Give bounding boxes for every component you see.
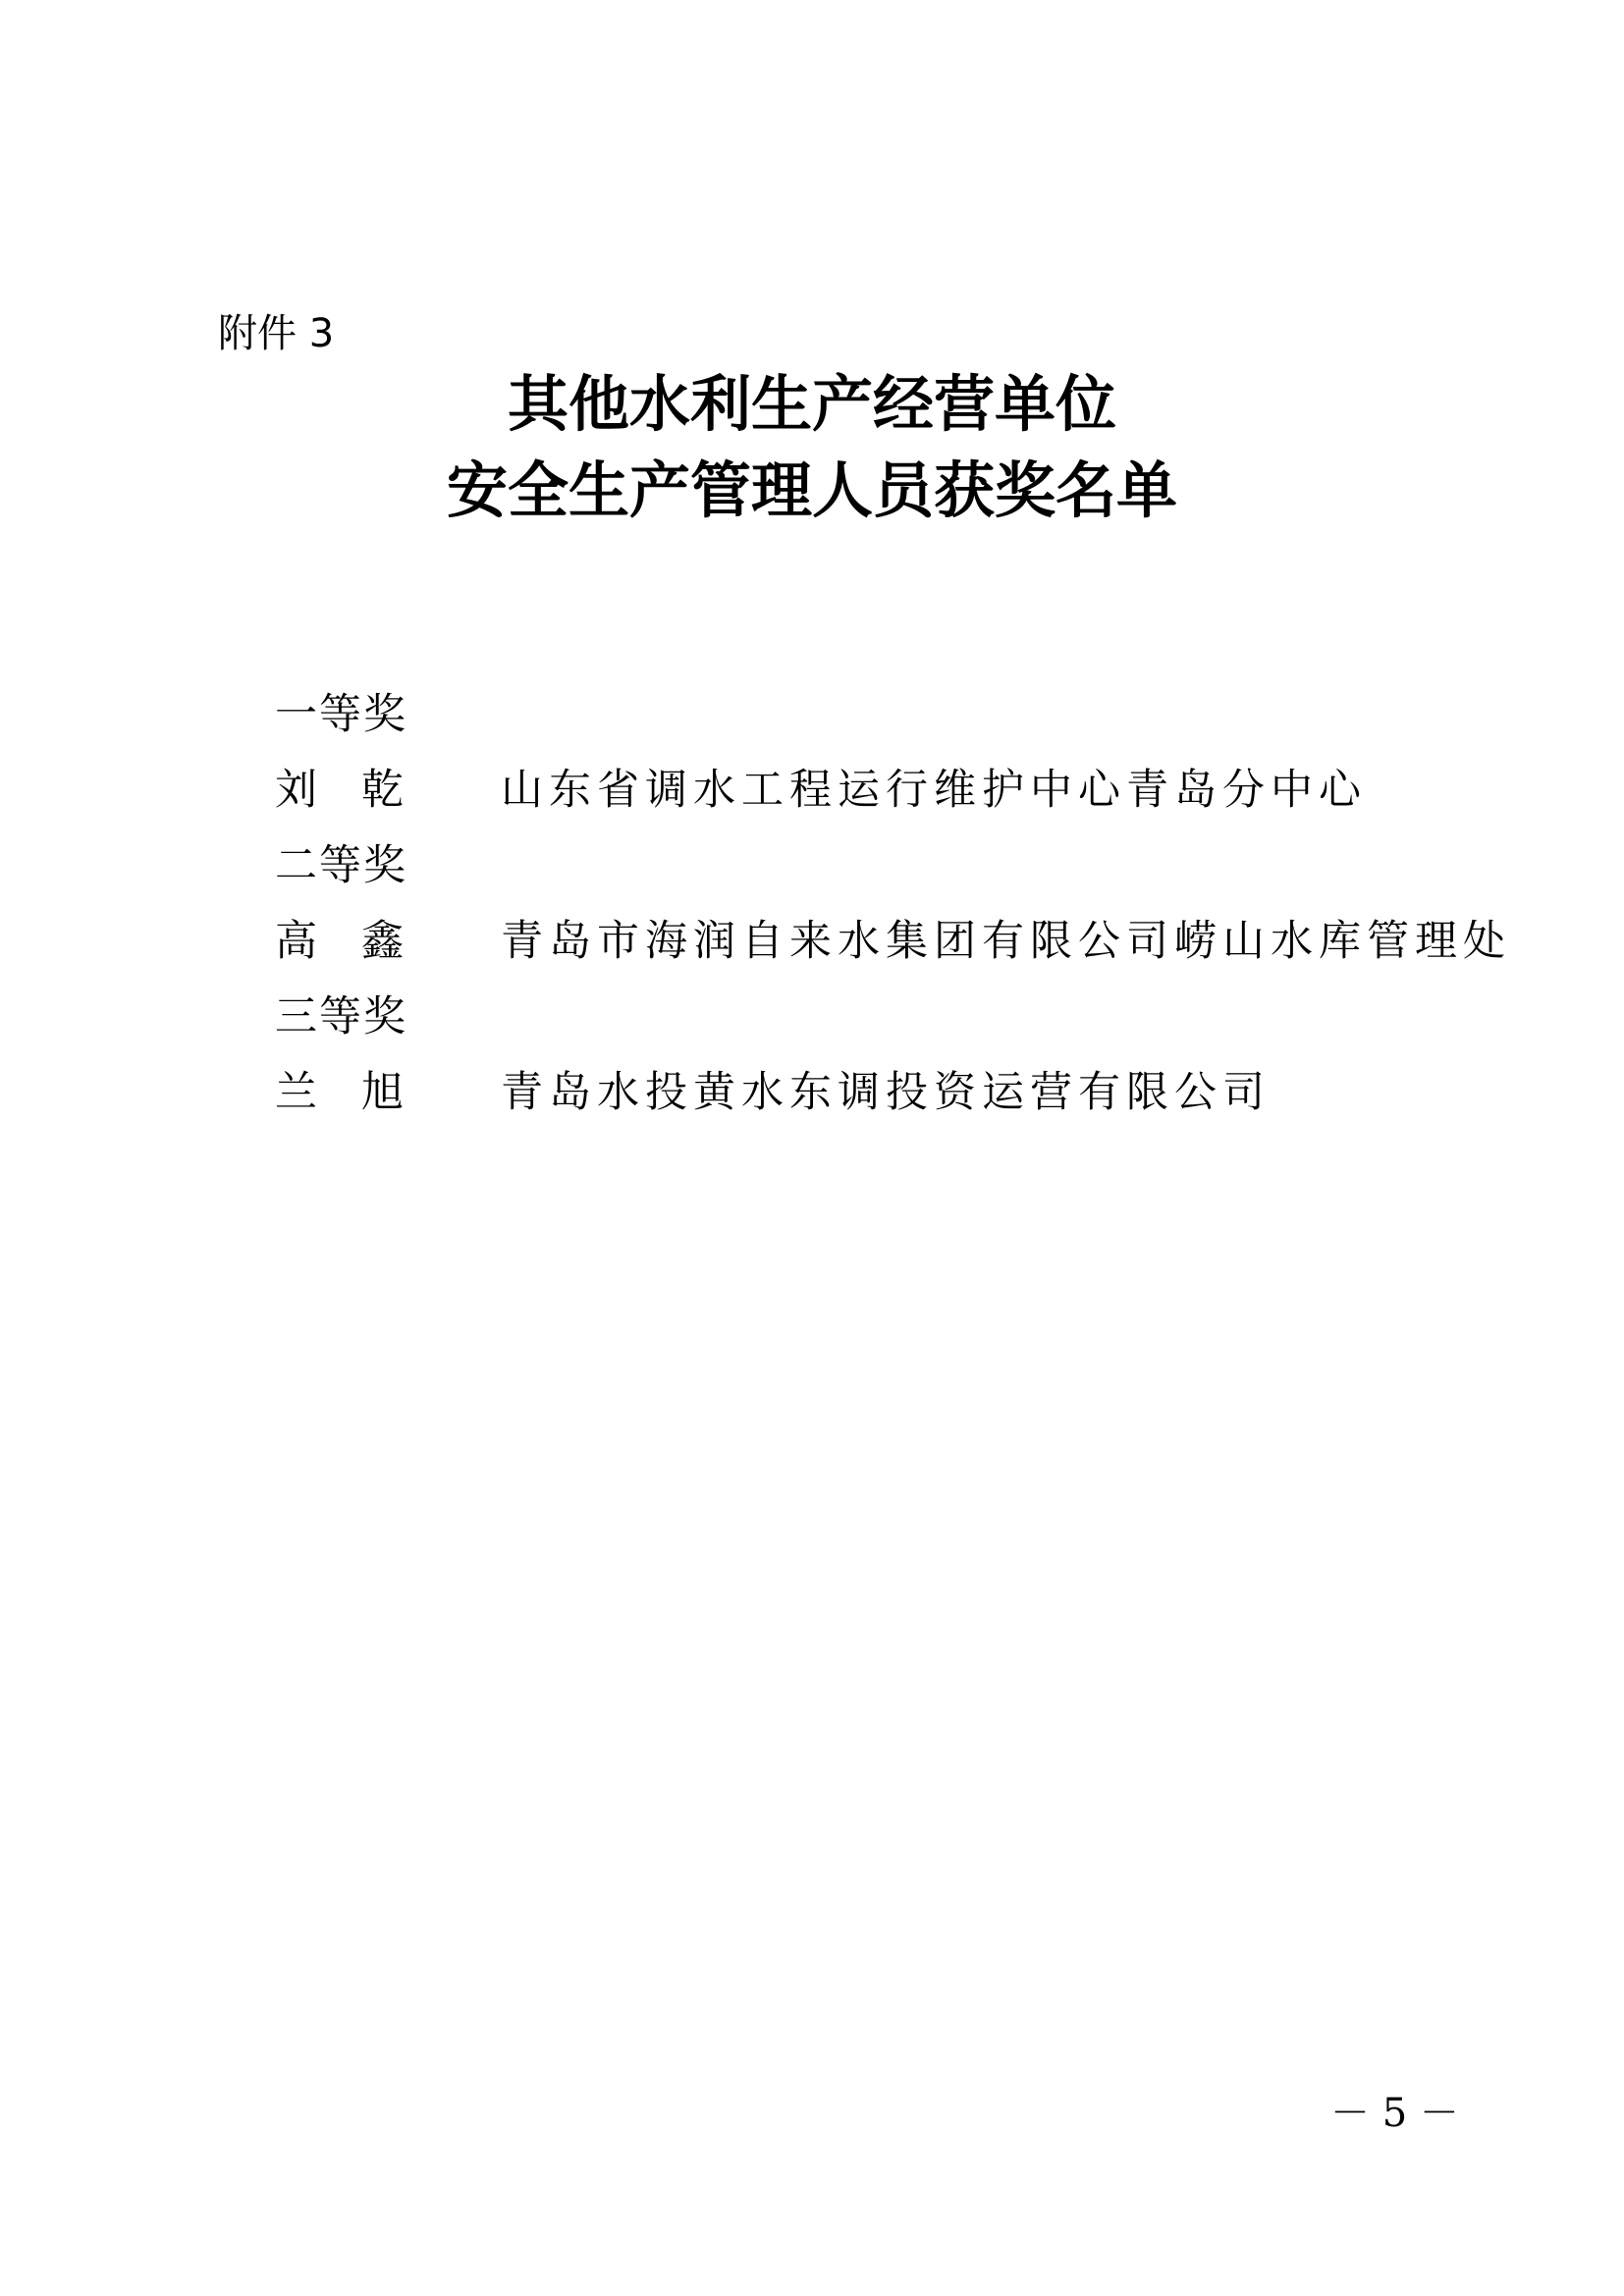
winner-unit: 青岛市海润自来水集团有限公司崂山水库管理处 <box>501 917 1511 966</box>
award-level-second: 二等奖 <box>275 841 407 890</box>
winner-name <box>275 753 501 828</box>
winner-name-char: 兰 <box>275 1068 317 1117</box>
title-line-1: 其他水利生产经营单位 <box>507 368 1116 440</box>
winner-name-char: 鑫 <box>361 917 404 966</box>
title-line-2: 安全生产管理人员获奖名单 <box>446 454 1177 526</box>
winner-row-second <box>275 904 1511 980</box>
winner-name-char: 刘 <box>275 766 317 815</box>
document-title <box>0 361 1624 534</box>
page-number: － 5 － <box>1330 2091 1459 2136</box>
winner-name-char: 高 <box>275 917 317 966</box>
winner-unit: 青岛水投黄水东调投资运营有限公司 <box>501 1068 1271 1117</box>
award-level-first: 一等奖 <box>275 690 407 739</box>
winner-name <box>275 1055 501 1131</box>
winner-name-char: 旭 <box>361 1068 404 1117</box>
attachment-label: 附件 3 <box>218 311 335 356</box>
winner-row-third <box>275 1055 1453 1131</box>
winner-name-char: 乾 <box>361 766 404 815</box>
winner-name <box>275 904 501 980</box>
winner-row-first <box>275 753 1453 828</box>
award-list <box>275 677 1511 1131</box>
award-level-third: 三等奖 <box>275 992 407 1041</box>
winner-unit: 山东省调水工程运行维护中心青岛分中心 <box>501 766 1367 815</box>
